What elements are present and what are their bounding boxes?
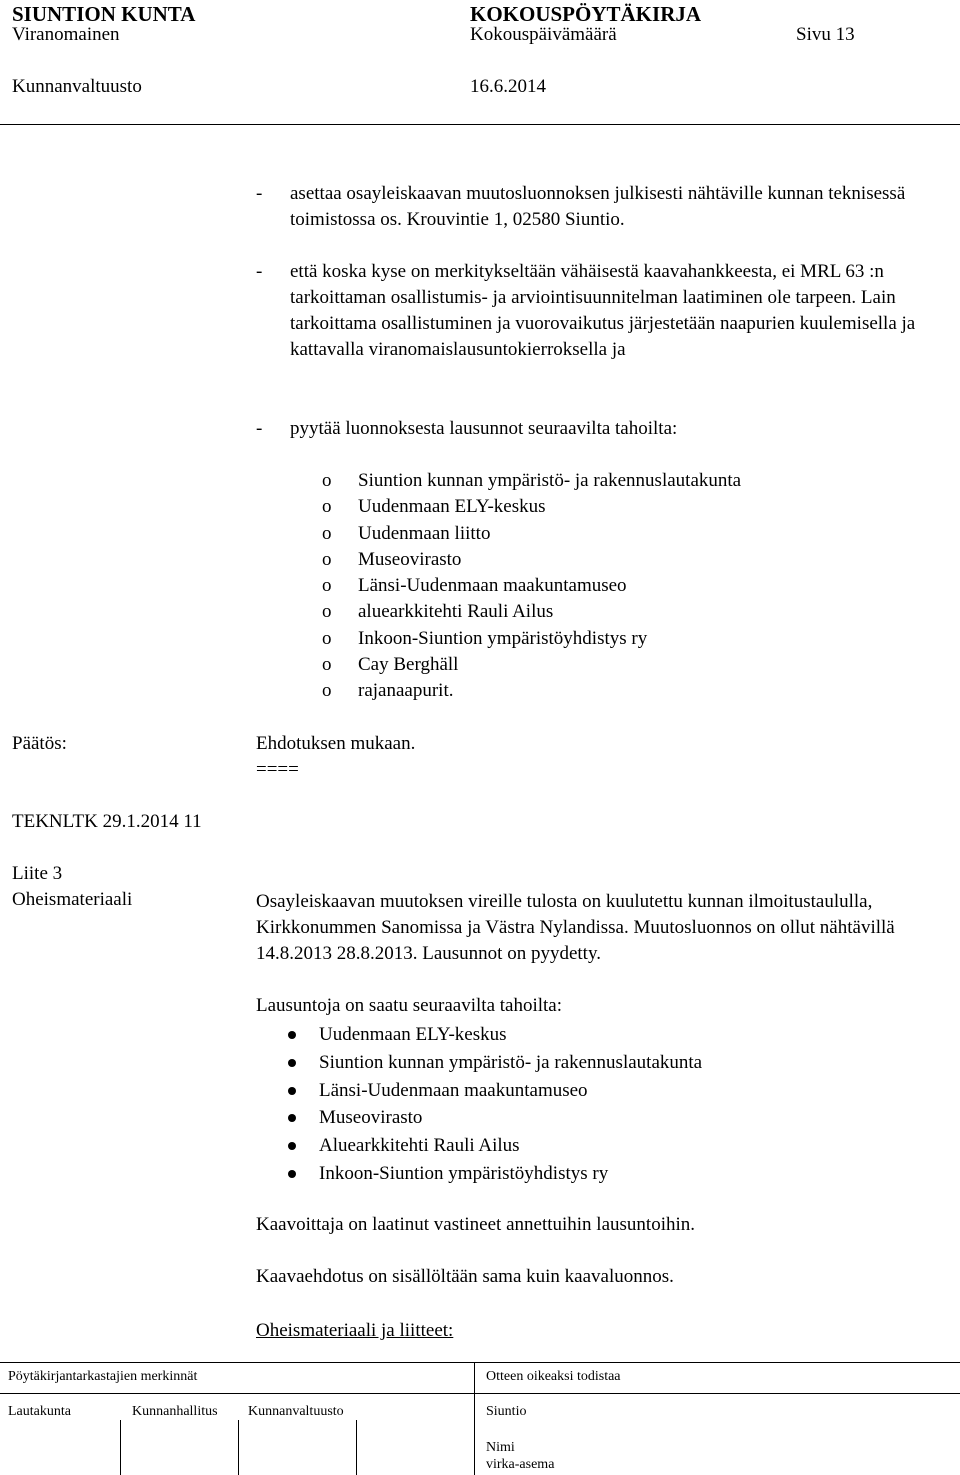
bullet-dot: [288, 1114, 296, 1122]
decision-separator: ====: [256, 759, 299, 780]
dash-marker: -: [256, 183, 263, 204]
bullet-marker: o: [322, 548, 332, 570]
responses-text: Kaavoittaja on laatinut vastineet annettuihin lausuntoihin.: [256, 1214, 696, 1235]
dash-item-3: pyytää luonnoksesta lausunnot seuraavilta tahoilta:: [290, 418, 678, 439]
position-label: virka-asema: [486, 1457, 555, 1472]
bullet-marker: o: [322, 601, 332, 623]
footer-sign-divider: [356, 1420, 357, 1475]
authority-name: Kunnanvaltuusto: [12, 76, 142, 97]
bullet-dot: [288, 1170, 296, 1178]
bullet-marker: o: [322, 496, 332, 518]
dash-item-1: asettaa osayleiskaavan muutosluonnoksen julkisesti nähtäville kunnan teknisessä toimistossa os. Krouvintie 1, 02580 Siuntio.: [290, 183, 906, 230]
footer-sign-divider: [238, 1420, 239, 1475]
dash-marker: -: [256, 418, 263, 439]
bullet-dot: [288, 1031, 296, 1039]
footer-sign-divider: [120, 1420, 121, 1475]
supplementary-label: Oheismateriaali: [12, 889, 133, 910]
board-2-label: Kunnanhallitus: [132, 1404, 218, 1419]
bullet-dot: [288, 1059, 296, 1067]
bullet-marker: o: [322, 627, 332, 649]
proposal-text: Kaavaehdotus on sisällöltään sama kuin kaavaluonnos.: [256, 1266, 674, 1287]
document-type: KOKOUSPÖYTÄKIRJA: [470, 2, 702, 26]
bullet-marker: o: [322, 470, 332, 491]
materials-heading: Oheismateriaali ja liitteet:: [256, 1320, 454, 1341]
page-number: Sivu 13: [796, 24, 855, 45]
board-1-label: Lautakunta: [8, 1404, 71, 1419]
bullet-marker: o: [322, 680, 332, 702]
header-divider: [0, 124, 960, 125]
bullet-marker: o: [322, 575, 332, 597]
certified-label: Otteen oikeaksi todistaa: [486, 1369, 621, 1384]
footer-row-border: [0, 1393, 960, 1394]
decision-label: Päätös:: [12, 733, 67, 754]
supplementary-paragraph: Osayleiskaavan muutoksen vireille tulosta on kuulutettu kunnan ilmoitustaululla, Kirkkonummen Sanomissa ja Västra Nylandissa. Muutosluonnos on ollut nähtävillä 14.8.2013 28.8.2013. Lausunnot on pyydetty.: [256, 891, 895, 964]
bullet-marker: o: [322, 522, 332, 544]
statements-intro: Lausuntoja on saatu seuraavilta tahoilta:: [256, 995, 563, 1016]
place-label: Siuntio: [486, 1404, 527, 1419]
name-label: Nimi: [486, 1440, 515, 1455]
footer-column-divider: [474, 1362, 475, 1475]
attachment-label: Liite 3: [12, 863, 63, 884]
meeting-date: 16.6.2014: [470, 76, 546, 97]
decision-text: Ehdotuksen mukaan.: [256, 733, 416, 754]
footer-top-border: [0, 1362, 960, 1363]
bullet-dot: [288, 1142, 296, 1150]
reviewers-label: Pöytäkirjantarkastajien merkinnät: [8, 1369, 198, 1384]
dash-marker: -: [256, 261, 263, 282]
authority-label: Viranomainen: [12, 24, 120, 45]
municipality-name: SIUNTION KUNTA: [12, 2, 196, 26]
bullet-marker: o: [322, 654, 332, 676]
dash-item-2: että koska kyse on merkitykseltään vähäisestä kaavahankkeesta, ei MRL 63 :n tarkoittaman osallistumis- ja arviointisuunnitelman laatiminen ole tarpeen. Lain tarkoittama osallistuminen ja vuorovaikutus järjestetään naapurien kuulemisella ja kattavalla viranomaislausuntokierroksella ja: [290, 261, 916, 360]
meeting-date-label: Kokouspäivämäärä: [470, 24, 617, 45]
bullet-dot: [288, 1087, 296, 1095]
section-reference: TEKNLTK 29.1.2014 11: [12, 811, 202, 832]
board-3-label: Kunnanvaltuusto: [248, 1404, 344, 1419]
